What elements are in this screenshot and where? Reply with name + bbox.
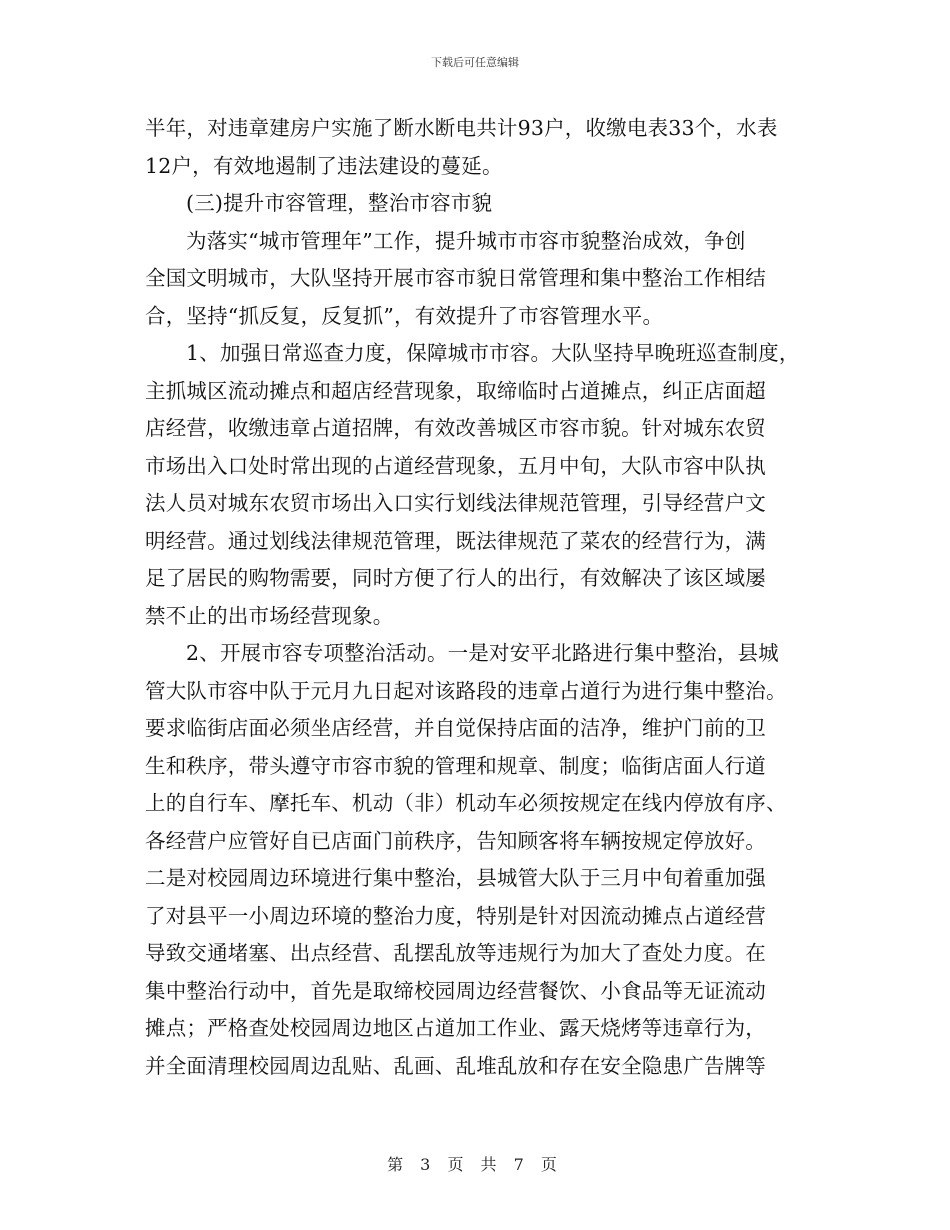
document-body (145, 110, 810, 1085)
text-line: 要求临街店面必须坐店经营，并自觉保持店面的洁净，维护门前的卫 (145, 716, 766, 740)
text-line: 2、开展市容专项整治活动。一是对安平北路进行集中整治，县城 (186, 641, 779, 665)
text-line: 足了居民的购物需要，同时方便了行人的出行，有效解决了该区域屡 (145, 566, 766, 590)
text-line: 摊点；严格查处校园周边地区占道加工作业、露天烧烤等违章行为， (145, 1016, 766, 1040)
text-line: 主抓城区流动摊点和超店经营现象，取缔临时占道摊点，纠正店面超 (145, 378, 766, 403)
text-line: 各经营户应管好自已店面门前秩序，告知顾客将车辆按规定停放好。 (145, 828, 766, 853)
text-line: 市场出入口处时常出现的占道经营现象，五月中旬，大队市容中队执 (145, 453, 766, 478)
text-line: 上的自行车、摩托车、机动（非）机动车必须按规定在线内停放有序、 (145, 791, 787, 815)
text-line: 合，坚持“抓反复，反复抓”，有效提升了市容管理水平。 (145, 303, 664, 328)
text-line: 明经营。通过划线法律规范管理，既法律规范了菜农的经营行为，满 (145, 528, 766, 553)
text-line: 导致交通堵塞、出点经营、乱摆乱放等违规行为加大了查处力度。在 (145, 941, 766, 965)
text-line: 禁不止的出市场经营现象。 (145, 603, 394, 628)
text-line: 生和秩序，带头遵守市容市貌的管理和规章、制度；临街店面人行道 (145, 753, 766, 778)
text-line: 并全面清理校园周边乱贴、乱画、乱堆乱放和存在安全隐患广告牌等 (145, 1053, 766, 1078)
text-line: (三)提升市容管理，整治市容市貌 (186, 191, 493, 215)
page-footer: 第 3 页 共 7 页 (387, 1155, 563, 1174)
text-line: 12户，有效地遏制了违法建设的蔓延。 (145, 153, 503, 178)
text-line: 为落实“城市管理年”工作，提升城市市容市貌整治成效，争创 (186, 228, 746, 253)
text-line: 店经营，收缴违章占道招牌，有效改善城区市容市貌。针对城东农贸 (145, 416, 766, 440)
text-line: 集中整治行动中，首先是取缔校园周边经营餐饮、小食品等无证流动 (145, 978, 766, 1003)
text-line: 法人员对城东农贸市场出入口实行划线法律规范管理，引导经营户文 (145, 491, 766, 515)
text-line: 二是对校园周边环境进行集中整治，县城管大队于三月中旬着重加强 (145, 866, 766, 890)
page-header: 下载后可任意编辑 (431, 56, 519, 69)
text-line: 管大队市容中队于元月九日起对该路段的违章占道行为进行集中整治。 (145, 678, 787, 703)
text-line: 全国文明城市，大队坚持开展市容市貌日常管理和集中整治工作相结 (145, 266, 766, 290)
text-line: 1、加强日常巡查力度，保障城市市容。大队坚持早晚班巡查制度， (186, 341, 800, 365)
text-line: 了对县平一小周边环境的整治力度，特别是针对因流动摊点占道经营 (145, 903, 766, 928)
text-line: 半年，对违章建房户实施了断水断电共计93户，收缴电表33个，水表 (145, 116, 778, 140)
